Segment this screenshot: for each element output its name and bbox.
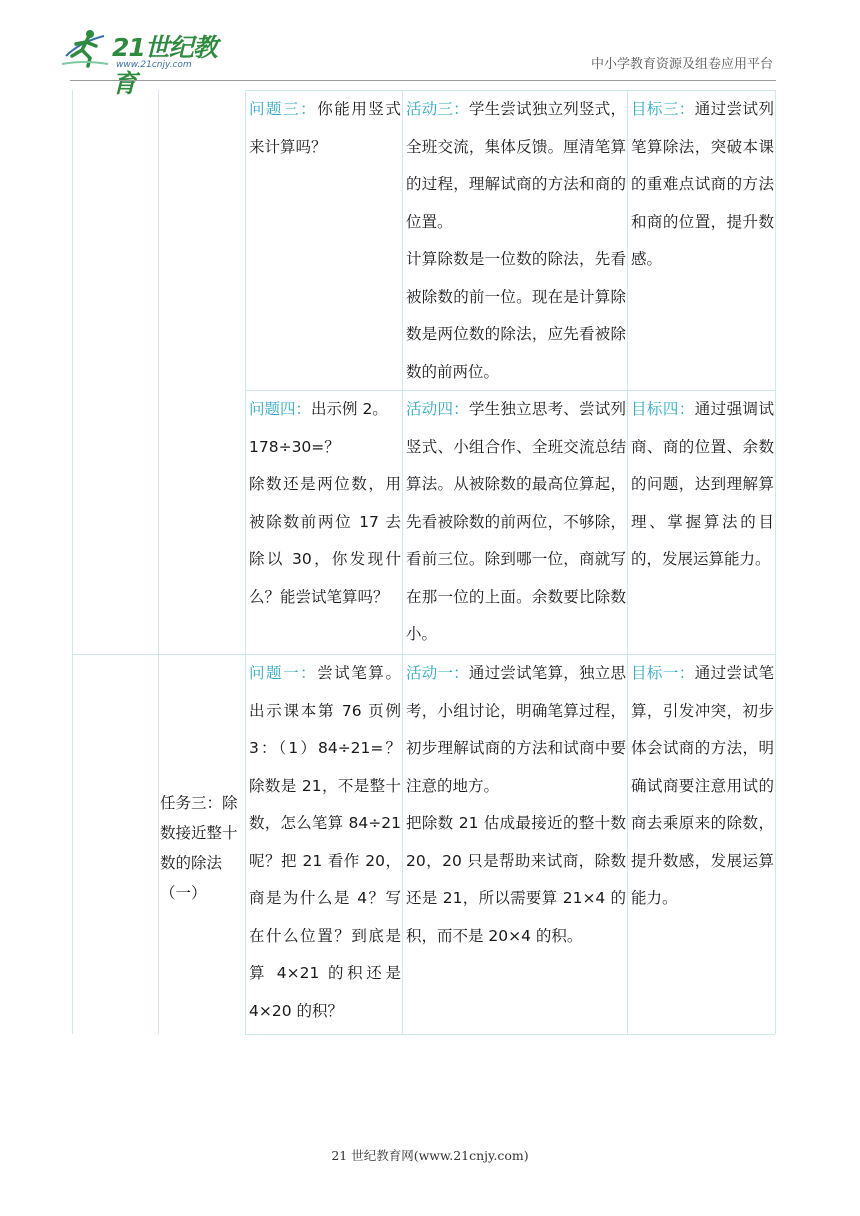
table-border-right: [775, 90, 776, 1034]
goal-text: 通过尝试笔算，引发冲突，初步体会试商的方法，明确试商要注意用试的商去乘原来的除数，提升数感，发展运算能力。: [631, 664, 774, 907]
runner-logo-icon: [60, 26, 112, 70]
table-cell-question: [246, 390, 402, 616]
question-text: 你能用竖式来计算吗？: [249, 100, 401, 156]
task-title: 任务三：除数接近整十数的除法（一）: [160, 794, 238, 902]
table-cell-question: [246, 654, 402, 1030]
goal-text: 通过强调试商、商的位置、余数的问题，达到理解算理、掌握算法的目的，发展运算能力。: [631, 400, 774, 568]
table-border-left: [72, 90, 73, 1034]
activity-text-2: 把除数 21 估成最接近的整十数 20，20 只是帮助来试商，除数还是 21，所以需要算 21×4 的积，而不是 20×4 的积。: [406, 814, 626, 945]
question-label: 问题一：: [249, 664, 318, 682]
table-cell-question: [246, 90, 402, 166]
row-border-bottom: [245, 1034, 775, 1035]
table-divider-task: [158, 90, 159, 1034]
table-cell-goal: [628, 390, 775, 579]
page-header: [0, 0, 860, 98]
activity-text: 通过尝试笔算，独立思考，小组讨论，明确笔算过程，初步理解试商的方法和试商中要注意的地方。: [406, 664, 626, 795]
page-footer[interactable]: 21 世纪教育网(www.21cnjy.com): [331, 1148, 529, 1163]
platform-title: 中小学教育资源及组卷应用平台: [590, 57, 773, 72]
activity-label: 活动四：: [406, 400, 469, 418]
question-text: 出示例 2。: [311, 400, 388, 418]
logo-url: www.21cnjy.com: [116, 60, 192, 70]
activity-text-2: 计算除数是一位数的除法，先看被除数的前一位。现在是计算除数是两位数的除法，应先看被除数的前两位。: [406, 250, 626, 381]
question-text: 尝试笔算。出示课本第 76 页例 3：（1）84÷21=？除数是 21，不是整十数，怎么笔算 84÷21 呢？把 21 看作 20，商是为什么是 4？写在什么位置？到底是算 4×21 的积还是 4×20 的积？: [249, 664, 401, 1020]
table-cell-activity: [403, 90, 627, 391]
table-cell-goal: [628, 90, 775, 279]
activity-label: 活动三：: [406, 100, 469, 118]
goal-text: 通过尝试列笔算除法，突破本课的重难点试商的方法和商的位置，提升数感。: [631, 100, 774, 268]
table-cell-goal: [628, 654, 775, 918]
goal-label: 目标四：: [631, 400, 695, 418]
goal-label: 目标一：: [631, 664, 695, 682]
activity-text: 学生尝试独立列竖式，全班交流，集体反馈。厘清笔算的过程，理解试商的方法和商的位置。: [406, 100, 626, 231]
goal-label: 目标三：: [631, 100, 695, 118]
logo-text: 21世纪教育: [112, 33, 217, 98]
table-cell-activity: [403, 390, 627, 654]
activity-label: 活动一：: [406, 664, 469, 682]
question-label: 问题三：: [249, 100, 318, 118]
table-cell-activity: [403, 654, 627, 955]
header-divider: [70, 80, 776, 81]
activity-text: 学生独立思考、尝试列竖式、小组合作、全班交流总结算法。从被除数的最高位算起，先看被除数的前两位，不够除，看前三位。除到哪一位，商就写在那一位的上面。余数要比除数小。: [406, 400, 626, 643]
question-label: 问题四：: [249, 400, 312, 418]
site-logo[interactable]: [60, 26, 230, 98]
question-text-2: 178÷30=？: [249, 437, 340, 456]
question-text-3: 除数还是两位数，用被除数前两位 17 去除以 30，你发现什么？能尝试笔算吗？: [249, 475, 401, 606]
